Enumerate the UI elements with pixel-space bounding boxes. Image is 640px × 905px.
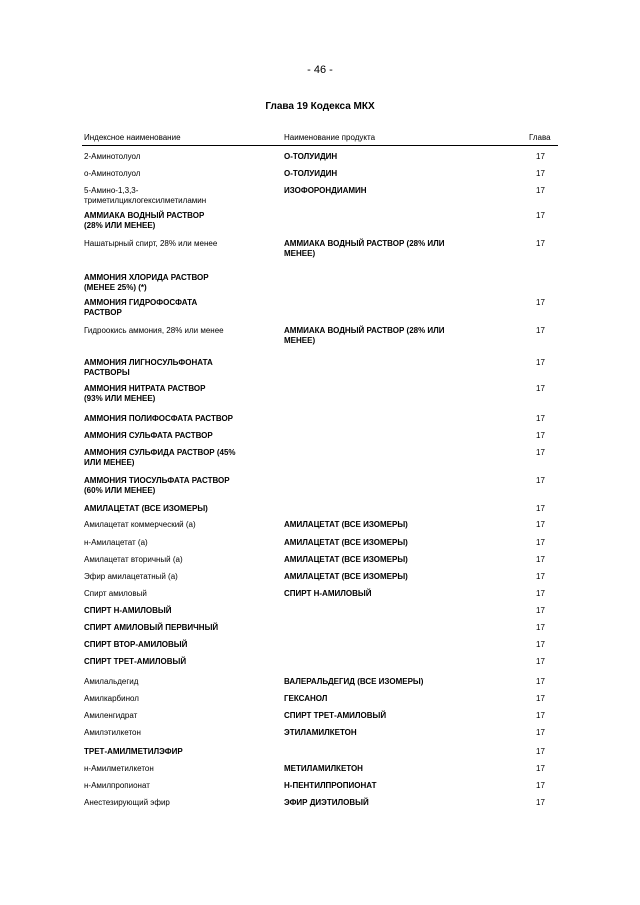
column-header-chapter: Глава — [529, 133, 551, 142]
product-name-cell: ИЗОФОРОНДИАМИН — [284, 186, 367, 195]
product-name-cell: О-ТОЛУИДИН — [284, 152, 338, 161]
product-name-cell: СПИРТ Н-АМИЛОВЫЙ — [284, 589, 372, 598]
index-name-cell: АММОНИЯ СУЛЬФИДА РАСТВОР (45% ИЛИ МЕНЕЕ) — [84, 448, 236, 467]
chapter-cell: 17 — [536, 589, 545, 598]
index-name-cell: о-Аминотолуол — [84, 169, 141, 178]
index-name-cell: Гидроокись аммония, 28% или менее — [84, 326, 224, 335]
table-row — [84, 677, 556, 694]
product-name-cell: ЭФИР ДИЭТИЛОВЫЙ — [284, 798, 369, 807]
table-row — [84, 798, 556, 815]
index-name-cell: АММОНИЯ ГИДРОФОСФАТА РАСТВОР — [84, 298, 198, 317]
table-row — [84, 169, 556, 186]
product-name-cell: АМИЛАЦЕТАТ (ВСЕ ИЗОМЕРЫ) — [284, 520, 408, 529]
chapter-cell: 17 — [536, 764, 545, 773]
index-name-cell: Амилацетат вторичный (а) — [84, 555, 183, 564]
chapter-cell: 17 — [536, 555, 545, 564]
table-row — [84, 358, 556, 384]
index-name-cell: АММОНИЯ ТИОСУЛЬФАТА РАСТВОР (60% ИЛИ МЕНЕЕ) — [84, 476, 230, 495]
index-name-cell: СПИРТ АМИЛОВЫЙ ПЕРВИЧНЫЙ — [84, 623, 219, 632]
column-header-product-name: Наименование продукта — [284, 133, 376, 142]
index-name-cell: Амилкарбинол — [84, 694, 139, 703]
table-row — [84, 520, 556, 538]
table-header — [82, 133, 558, 146]
table-row — [84, 572, 556, 589]
index-name-cell: Амилэтилкетон — [84, 728, 141, 737]
column-header-index-name: Индексное наименование — [84, 133, 181, 142]
page-number: - 46 - — [307, 64, 333, 76]
chapter-cell: 17 — [536, 326, 545, 335]
chapter-cell: 17 — [536, 239, 545, 248]
table-row — [84, 476, 556, 504]
index-name-cell: Эфир амилацетатный (а) — [84, 572, 178, 581]
index-name-cell: Амилацетат коммерческий (а) — [84, 520, 196, 529]
product-name-cell: АММИАКА ВОДНЫЙ РАСТВОР (28% ИЛИ МЕНЕЕ) — [284, 326, 445, 345]
index-name-cell: 5-Амино-1,3,3- триметилциклогексилметиламин — [84, 186, 207, 205]
chapter-cell: 17 — [536, 520, 545, 529]
index-name-cell: н-Амилацетат (а) — [84, 538, 148, 547]
chapter-cell: 17 — [536, 504, 545, 513]
table-row — [84, 711, 556, 728]
chapter-cell: 17 — [536, 623, 545, 632]
product-name-cell: АММИАКА ВОДНЫЙ РАСТВОР (28% ИЛИ МЕНЕЕ) — [284, 239, 445, 258]
chapter-cell: 17 — [536, 298, 545, 307]
index-name-cell: АММИАКА ВОДНЫЙ РАСТВОР (28% ИЛИ МЕНЕЕ) — [84, 211, 205, 230]
chapter-cell: 17 — [536, 606, 545, 615]
index-name-cell: ТРЕТ-АМИЛМЕТИЛЭФИР — [84, 747, 183, 756]
product-name-cell: СПИРТ ТРЕТ-АМИЛОВЫЙ — [284, 711, 387, 720]
index-name-cell: Амилальдегид — [84, 677, 139, 686]
chapter-cell: 17 — [536, 694, 545, 703]
chapter-cell: 17 — [536, 677, 545, 686]
table-row — [84, 747, 556, 764]
index-name-cell: 2-Аминотолуол — [84, 152, 141, 161]
table-row — [84, 504, 556, 520]
chapter-cell: 17 — [536, 169, 545, 178]
chapter-cell: 17 — [536, 414, 545, 423]
chapter-cell: 17 — [536, 431, 545, 440]
table-row — [84, 640, 556, 657]
product-name-cell: АМИЛАЦЕТАТ (ВСЕ ИЗОМЕРЫ) — [284, 555, 408, 564]
chapter-cell: 17 — [536, 747, 545, 756]
table-row — [84, 657, 556, 677]
index-name-cell: АММОНИЯ ПОЛИФОСФАТА РАСТВОР — [84, 414, 233, 423]
table-body — [84, 152, 556, 815]
chapter-cell: 17 — [536, 384, 545, 393]
table-row — [84, 211, 556, 239]
index-name-cell: АММОНИЯ ХЛОРИДА РАСТВОР (МЕНЕЕ 25%) (*) — [84, 273, 209, 292]
index-name-cell: Анестезирующий эфир — [84, 798, 170, 807]
product-name-cell: ГЕКСАНОЛ — [284, 694, 328, 703]
table-row — [84, 589, 556, 606]
table-row — [84, 186, 556, 211]
table-row — [84, 623, 556, 640]
index-name-cell: н-Амилпропионат — [84, 781, 150, 790]
page-title: Глава 19 Кодекса МКХ — [265, 101, 375, 112]
product-name-cell: Н-ПЕНТИЛПРОПИОНАТ — [284, 781, 377, 790]
index-name-cell: АММОНИЯ ЛИГНОСУЛЬФОНАТА РАСТВОРЫ — [84, 358, 213, 377]
table-row — [84, 781, 556, 798]
table-row — [84, 273, 556, 298]
chapter-cell: 17 — [536, 657, 545, 666]
index-name-cell: АМИЛАЦЕТАТ (ВСЕ ИЗОМЕРЫ) — [84, 504, 208, 513]
table-row — [84, 431, 556, 448]
product-name-cell: МЕТИЛАМИЛКЕТОН — [284, 764, 363, 773]
product-name-cell: ВАЛЕРАЛЬДЕГИД (ВСЕ ИЗОМЕРЫ) — [284, 677, 424, 686]
product-name-cell: О-ТОЛУИДИН — [284, 169, 338, 178]
chapter-cell: 17 — [536, 728, 545, 737]
product-name-cell: ЭТИЛАМИЛКЕТОН — [284, 728, 357, 737]
chapter-cell: 17 — [536, 152, 545, 161]
chapter-cell: 17 — [536, 572, 545, 581]
index-name-cell: Спирт амиловый — [84, 589, 147, 598]
index-name-cell: Нашатырный спирт, 28% или менее — [84, 239, 218, 248]
table-row — [84, 538, 556, 555]
index-name-cell: СПИРТ ВТОР-АМИЛОВЫЙ — [84, 640, 188, 649]
chapter-cell: 17 — [536, 211, 545, 220]
chapter-cell: 17 — [536, 711, 545, 720]
table-row — [84, 694, 556, 711]
table-row — [84, 728, 556, 747]
index-name-cell: СПИРТ Н-АМИЛОВЫЙ — [84, 606, 172, 615]
index-name-cell: АММОНИЯ СУЛЬФАТА РАСТВОР — [84, 431, 213, 440]
index-name-cell: СПИРТ ТРЕТ-АМИЛОВЫЙ — [84, 657, 187, 666]
index-name-cell: АММОНИЯ НИТРАТА РАСТВОР (93% ИЛИ МЕНЕЕ) — [84, 384, 206, 403]
table-row — [84, 414, 556, 431]
chapter-cell: 17 — [536, 640, 545, 649]
table-row — [84, 555, 556, 572]
chapter-cell: 17 — [536, 781, 545, 790]
chapter-cell: 17 — [536, 358, 545, 367]
chapter-cell: 17 — [536, 476, 545, 485]
index-name-cell: н-Амилметилкетон — [84, 764, 154, 773]
product-name-cell: АМИЛАЦЕТАТ (ВСЕ ИЗОМЕРЫ) — [284, 538, 408, 547]
chapter-cell: 17 — [536, 448, 545, 457]
index-name-cell: Амиленгидрат — [84, 711, 138, 720]
table-row — [84, 298, 556, 326]
table-row — [84, 606, 556, 623]
table-row — [84, 152, 556, 169]
table-row — [84, 326, 556, 358]
table-row — [84, 239, 556, 273]
product-name-cell: АМИЛАЦЕТАТ (ВСЕ ИЗОМЕРЫ) — [284, 572, 408, 581]
chapter-cell: 17 — [536, 538, 545, 547]
table-row — [84, 384, 556, 414]
table-row — [84, 448, 556, 476]
table-row — [84, 764, 556, 781]
chapter-cell: 17 — [536, 186, 545, 195]
chapter-cell: 17 — [536, 798, 545, 807]
